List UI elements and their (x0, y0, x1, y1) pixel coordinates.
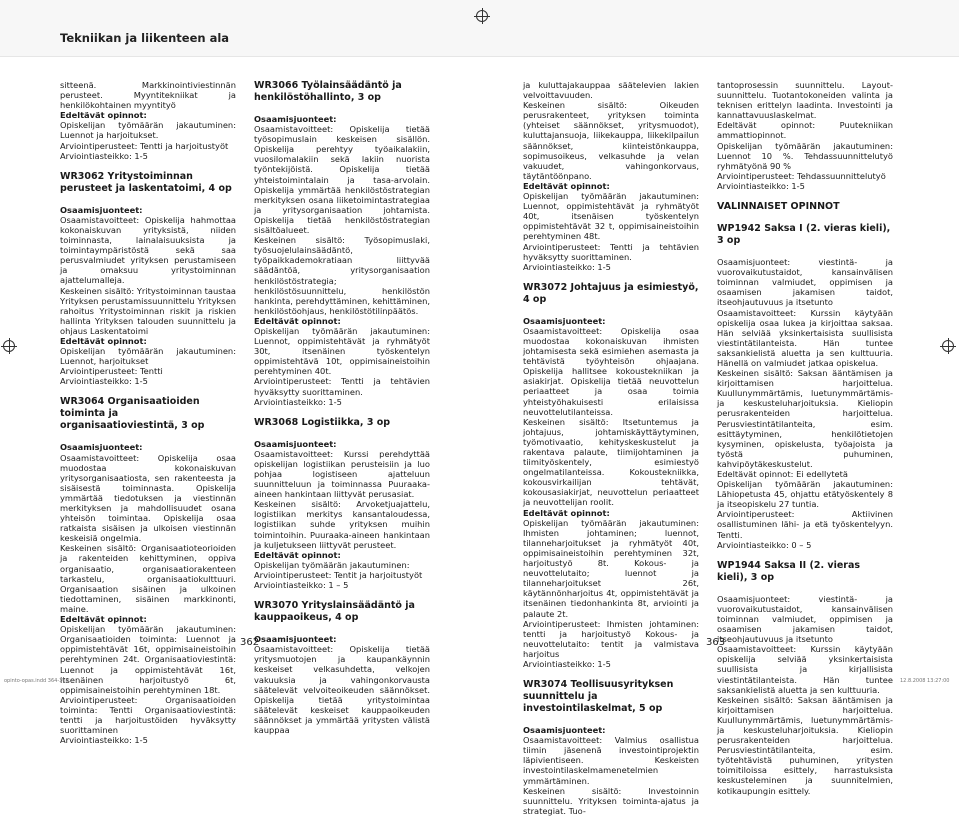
paragraph: Osaamisjuonteet: viestintä- ja vuorovaikutustaidot, kansainvälisen toiminnan valmiudet, oppimisen ja osaamisen jakamisen taidot, itseohjautuvuus ja itsetunto (717, 593, 893, 645)
course-heading: WR3066 Työlainsäädäntö ja henkilöstöhallinto, 3 op (254, 80, 402, 103)
text-column-3 (523, 80, 699, 816)
paragraph: Opiskelijan työmäärän jakautuminen: Ihmisten johtaminen; luennot, tilanneharjoitukset ja ryhmätyöt 40t, oppimisaineistoihin perehtyminen 32t, harjoitustyö 8t. Kokous- ja neuvottelutaito; luennot ja tilanneharjoitukset 26t, käytännönharjoitus 4t, oppimistehtävät ja itsenäinen tiedonhankinta 8t, arviointi ja palaute 2t. (523, 517, 699, 619)
paragraph: Keskeinen sisältö: Yritystoiminnan taustaa Yrityksen perustamissuunnittelu Yrityksen rahoitus Yritystoiminnan riskit ja riskien hallinta Yrityksen talouden suunnittelu ja ohjaus Laskentatoimi (60, 285, 236, 336)
paragraph: Arviointiperusteet: Tentti ja tehtävien hyväksytty suorittaminen. (254, 376, 430, 397)
paragraph: Arviointiperusteet: Aktiivinen osallistuminen lähi- ja etä työskentelyyn. Tentti. (717, 509, 893, 540)
paragraph: Keskeinen sisältö: Arvoketjuajattelu, logistiikan merkitys kansantaloudessa, logistiikan suhde yrityksen muihin toimintoihin. Puuraaka-aineen hankintaan ja kuljetukseen liittyvät perusteet. (254, 499, 430, 550)
paragraph: Arviointiasteikko: 1-5 (60, 150, 148, 161)
paragraph: Edeltävät opinnot: (523, 507, 610, 518)
paragraph: Arviointiasteikko: 1-5 (523, 658, 611, 669)
paragraph: sitteenä. Markkinointiviestinnän perusteet. Myyntitekniikat ja henkilökohtainen myyntityö (60, 80, 236, 111)
slug-left: opinto-opas.indd 364-365 (4, 678, 69, 684)
paragraph: Opiskelijan työmäärän jakautuminen: Luennot, oppimistehtävät ja ryhmätyöt 40t, itsenäisen työskentelyn oppimistehtävät 32 t, oppimisaineistoihin perehtyminen 48t. (523, 191, 699, 242)
spacer (523, 715, 699, 725)
spacer (717, 247, 893, 257)
paragraph: Edeltävät opinnot: (60, 110, 147, 121)
spacer (60, 195, 236, 205)
paragraph: Osaamistavoitteet: Kurssin käytyään opiskelija osaa lukea ja kirjoittaa saksaa. Hän selviää yksinkertaisista suullisista viestintätilanteista. Hän tuntee saksankielistä aluetta ja sen kulttuuria. Hänellä on valmiudet jatkaa opiskelua. (717, 307, 893, 368)
text-column-2 (254, 80, 431, 735)
paragraph: Edeltävät opinnot: (254, 549, 341, 560)
paragraph: Edeltävät opinnot: Puutekniikan ammattiopinnot. (717, 120, 893, 141)
registration-mark-icon (942, 340, 954, 352)
text-column-4 (717, 80, 893, 796)
spacer (60, 432, 236, 442)
page-number-right: 363 (706, 637, 726, 648)
paragraph: Keskeinen sisältö: Saksan ääntämisen ja kirjoittamisen harjoittelua. Kuullunymmärtämis, luetunymmärtämis- ja keskusteluharjoituksia. Kieliopin perusrakenteiden harjoittelua. Perusviestintätilanteita, esim. työtehtävistä puhuminen, yritysten toimitiloissa esittely, harrastuksista keskusteleminen ja suunnitelmien, kotikaupungin esittely. (717, 694, 893, 796)
text-column-1 (60, 80, 236, 746)
paragraph: Arviointiperusteet: Ihmisten johtaminen: tentti ja harjoitustyö Kokous- ja neuvottelutaito: tentit ja valmistava harjoitus (523, 618, 699, 659)
spacer (254, 624, 430, 634)
paragraph: Osaamisjuonteet: (60, 204, 143, 215)
paragraph: Opiskelijan työmäärän jakautuminen: Luennot ja harjoitukset. (60, 120, 236, 141)
paragraph: Arviointiperusteet: Tentti ja harjoitustyöt (60, 140, 229, 151)
slug-right: 12.8.2008 13:27:00 (900, 678, 950, 684)
paragraph: Arviointiperusteet: Tentti ja tehtävien hyväksytty suorittaminen. (523, 241, 699, 262)
paragraph: Osaamistavoitteet: Opiskelija hahmottaa kokonaiskuvan yrityksistä, niiden toiminnasta, lainalaisuuksista ja toimintaympäristöstä sekä saa perusvalmiudet yrityksen perustamiseen ja omaksuu yritystoiminnan ajattelumalleja. (60, 214, 236, 286)
paragraph: Arviointiasteikko: 1-5 (60, 376, 148, 387)
paragraph: Osaamistavoitteet: Kurssi perehdyttää opiskelijan logistiikan perusteisiin ja luo pohjaa logistiseen ajatteluun suunnitteluun ja toiminnassa Puuraaka-aineen hankintaan liittyvät perusasiat. (254, 448, 430, 500)
course-heading: WR3072 Johtajuus ja esimiestyö, 4 op (523, 281, 699, 305)
course-heading: WR3068 Logistiikka, 3 op (254, 416, 391, 428)
spacer (717, 550, 893, 560)
paragraph: Edeltävät opinnot: (60, 614, 147, 625)
paragraph: Osaamisjuonteet: (254, 438, 337, 449)
paragraph: Opiskelijan työmäärän jakautuminen: (254, 559, 410, 570)
registration-mark-icon (476, 10, 488, 22)
paragraph: Edeltävät opinnot: (523, 180, 610, 191)
paragraph: Osaamistavoitteet: Opiskelija osaa muodostaa kokonaiskuvan ihmisten johtamisesta sekä esimiehen asemasta ja tehtävistä työyhteisön ohjaajana. Opiskelija hallitsee kokoustekniikan ja asiakirjat. Opiskelija tietää neuvottelun periaatteet ja osaa toimia yhteistyöhakuisesti erilaisissa neuvottelutilanteissa. (523, 325, 699, 417)
paragraph: Osaamistavoitteet: Opiskelija osaa muodostaa kokonaiskuvan yritysorganisaatiosta, sen rakenteesta ja sisäisestä toiminnasta. Opiskelija ymmärtää tiedotuksen ja viestinnän merkityksen ja mahdollisuudet osana yhteisön toimintaa. Opiskelija osaa ratkaista sisäisen ja ulkoisen viestinnän keskeisiä ongelmia. (60, 452, 236, 544)
paragraph: Edeltävät opinnot: (60, 335, 147, 346)
paragraph: Arviointiperusteet: Organisaatioiden toiminta: Tentti Organisaatioviestintä: tentti ja harjoitustöiden hyväksytty suorittaminen (60, 694, 236, 736)
paragraph: Opiskelijan työmäärän jakautuminen: Organisaatioiden toiminta: Luennot ja oppimistehtävät 16t, oppimisaineistoihin perehtyminen 24t. Organisaatioviestintä: Luennot ja oppimistehtävät 16t, itsenäinen harjoitustyö 6t, oppimisaineistoihin perehtyminen 18t. (60, 624, 236, 695)
paragraph: ja kuluttajakauppaa säätelevien lakien velvoittavuuden. (523, 80, 699, 101)
paragraph: Keskeinen sisältö: Työsopimuslaki, työsuojelulainsäädäntö, työpaikkademokratiaan liittyvää säädäntöä, yritysorganisaation henkilöstöstrategia; henkilöstösuunnittelu, henkilöstön hankinta, perehdyttäminen, kehittäminen, henkilöstöohjaus, henkilöstötilinpäätös. (254, 235, 431, 316)
paragraph: Arviointiperusteet: Tentti (60, 366, 163, 377)
paragraph: Opiskelijan työmäärän jakautuminen: Lähiopetusta 45, ohjattu etätyöskentely 8 ja itseopiskelu 27 tuntia. (717, 479, 893, 510)
course-heading: WP1942 Saksa I (2. vieras kieli), 3 op (717, 223, 891, 247)
spacer (254, 104, 430, 114)
registration-mark-icon (3, 340, 15, 352)
spacer (717, 213, 893, 223)
paragraph: Edeltävät opinnot: Ei edellytetä (717, 469, 848, 479)
spacer (523, 272, 699, 282)
paragraph: Osaamisjuonteet: (254, 634, 337, 645)
paragraph: Osaamisjuonteet: viestintä- ja vuorovaikutustaidot, kansainvälisen toiminnan valmiudet, oppimisen ja osaamisen jakamisen taidot, itseohjautuvuus ja itsetunto (717, 257, 893, 308)
spacer (254, 429, 430, 439)
paragraph: Osaamistavoitteet: Opiskelija tietää työsopimuslain keskeisen sisällön. Opiskelija perehtyy työaikalakiin, vuosilomalakiin sekä lakiin nuorista työntekijöistä. Opiskelija tietää yhteistoimintalain ja tasa-arvolain. Opiskelija ymmärtää henkilöstöstrategian merkityksen osana liiketoimintastrategiaa ja yritysorganisaation johtamista. Opiskelija tietää henkilöstöstrategian sisältöalueet. (254, 124, 430, 236)
spacer (60, 386, 236, 396)
course-heading: WR3070 Yrityslainsäädäntö ja kauppaoikeus, 4 op (254, 600, 415, 624)
page-number-left: 362 (240, 637, 260, 648)
header-bar (0, 0, 959, 57)
course-heading: WR3074 Teollisuusyrityksen suunnittelu ja investointilaskelmat, 5 op (523, 679, 674, 715)
paragraph: Osaamistavoitteet: Kurssin käytyään opiskelija selviää yksinkertaisista suullisista ja kirjallisista viestintätilanteista. Hän tuntee saksankielistä aluetta ja sen kulttuuria. (717, 644, 893, 695)
paragraph: Osaamisjuonteet: (254, 114, 337, 124)
page-title: Tekniikan ja liikenteen ala (60, 31, 230, 45)
paragraph: Arviointiasteikko: 1-5 (60, 735, 148, 746)
paragraph: Osaamisjuonteet: (523, 315, 606, 326)
spacer (523, 306, 699, 316)
spacer (254, 407, 430, 417)
paragraph: Arviointiasteikko: 1-5 (717, 180, 805, 191)
paragraph: Keskeinen sisältö: Investoinnin suunnittelu. Yrityksen toiminta-ajatus ja strategiat. Tuo- (523, 785, 699, 816)
paragraph: Arviointiasteikko: 1-5 (254, 396, 342, 407)
paragraph: Edeltävät opinnot: (254, 315, 341, 326)
paragraph: Keskeinen sisältö: Saksan ääntämisen ja kirjoittamisen harjoittelua. Kuullunymmärtämis, luetunymmärtämis- ja keskusteluharjoituksia. Kieliopin perusrakenteiden harjoittelua. Perusviestintätilanteita, esim. esittäytyminen, henkilötietojen kysyminen, opiskelusta, työajoista ja työstä puhuminen, kahvipöytäkeskustelut. (717, 368, 893, 469)
course-heading: WP1944 Saksa II (2. vieras kieli), 3 op (717, 559, 861, 583)
spacer (60, 161, 236, 171)
paragraph: Osaamisjuonteet: (60, 442, 143, 453)
spacer (523, 669, 699, 679)
spacer (717, 191, 893, 201)
spacer (717, 584, 893, 594)
spacer (254, 590, 430, 600)
paragraph: Osaamistavoitteet: Opiskelija tietää yritysmuotojen ja kaupankäynnin keskeiset velkasuhdetta, velkojen vakuuksia ja vahingonkorvausta säätelevät velvoiteoikeuden säännökset. Opiskelija tietää yritystoimintaa säätelevät keskeiset kauppaoikeuden säännökset ja ymmärtää yritysten välistä kauppaa (254, 644, 430, 735)
paragraph: Osaamisjuonteet: (523, 725, 606, 736)
paragraph: Keskeinen sisältö: Organisaatioteorioiden ja rakenteiden kehittyminen, oppiva organisaatio, organisaatiorakenteen tarkastelu, organisaatiokulttuuri. Organisaation sisäinen ja ulkoinen tiedottaminen, sisäinen markkinonti, maine. (60, 543, 236, 614)
paragraph: Opiskelijan työmäärän jakautuminen: Luennot, harjoitukset (60, 346, 236, 367)
paragraph: Arviointiperusteet: Tentit ja harjoitustyöt (254, 569, 423, 580)
paragraph: Keskeinen sisältö: Oikeuden perusrakenteet, yrityksen toiminta (yhteiset säännökset, yritysmuodot), kuluttajansuoja, liikekauppa, liikekilpailun säännökset, kiinteistönkauppa, sopimusoikeus, velkasuhde ja velan vakuudet, vahingonkorvaus, täytäntöönpano. (523, 100, 699, 181)
paragraph: Arviointiperusteet: Tehdassuunnittelutyö (717, 170, 886, 181)
paragraph: Arviointiasteikko: 1 – 5 (254, 580, 349, 591)
course-heading: VALINNAISET OPINNOT (717, 201, 840, 213)
paragraph: Osaamistavoitteet: Valmius osallistua tiimin jäsenenä investointiprojektin läpivientiseen. Keskeisten investointilaskelmamenetelmien ymmärtäminen. (523, 735, 699, 786)
paragraph: Opiskelijan työmäärän jakautuminen: Luennot, oppimistehtävät ja ryhmätyöt 30t, itsenäinen työskentelyn oppimistehtävä 10t, oppimisaineistoihin perehtyminen 40t. (254, 325, 430, 377)
paragraph: Arviointiasteikko: 1-5 (523, 261, 611, 272)
course-heading: WR3064 Organisaatioiden toiminta ja organisaatioviestintä, 3 op (60, 396, 205, 432)
paragraph: Arviointiasteikko: 0 – 5 (717, 539, 812, 550)
paragraph: Opiskelijan työmäärän jakautuminen: Luennot 10 %. Tehdassuunnittelutyö ryhmätyönä 90 % (717, 140, 893, 171)
course-heading: WR3062 Yritystoiminnan perusteet ja laskentatoimi, 4 op (60, 170, 232, 194)
paragraph: tantoprosessin suunnittelu. Layout-suunnittelu. Tuotantokoneiden valinta ja teknisen erittelyn laadinta. Investointi ja kannattavuuslaskelmat. (717, 80, 893, 121)
paragraph: Keskeinen sisältö: Itsetuntemus ja johtajuus, johtamiskäyttäytyminen, työmotivaatio, kehityskeskustelut ja rakentava palaute, tiimijohtaminen ja tiimityöskentely, esimiestyö ongelmatilanteissa. Kokoustekniikka, kokousvirkailijan tehtävät, kokousasiakirjat, neuvottelun periaatteet ja neuvottelijan roolit. (523, 416, 699, 508)
